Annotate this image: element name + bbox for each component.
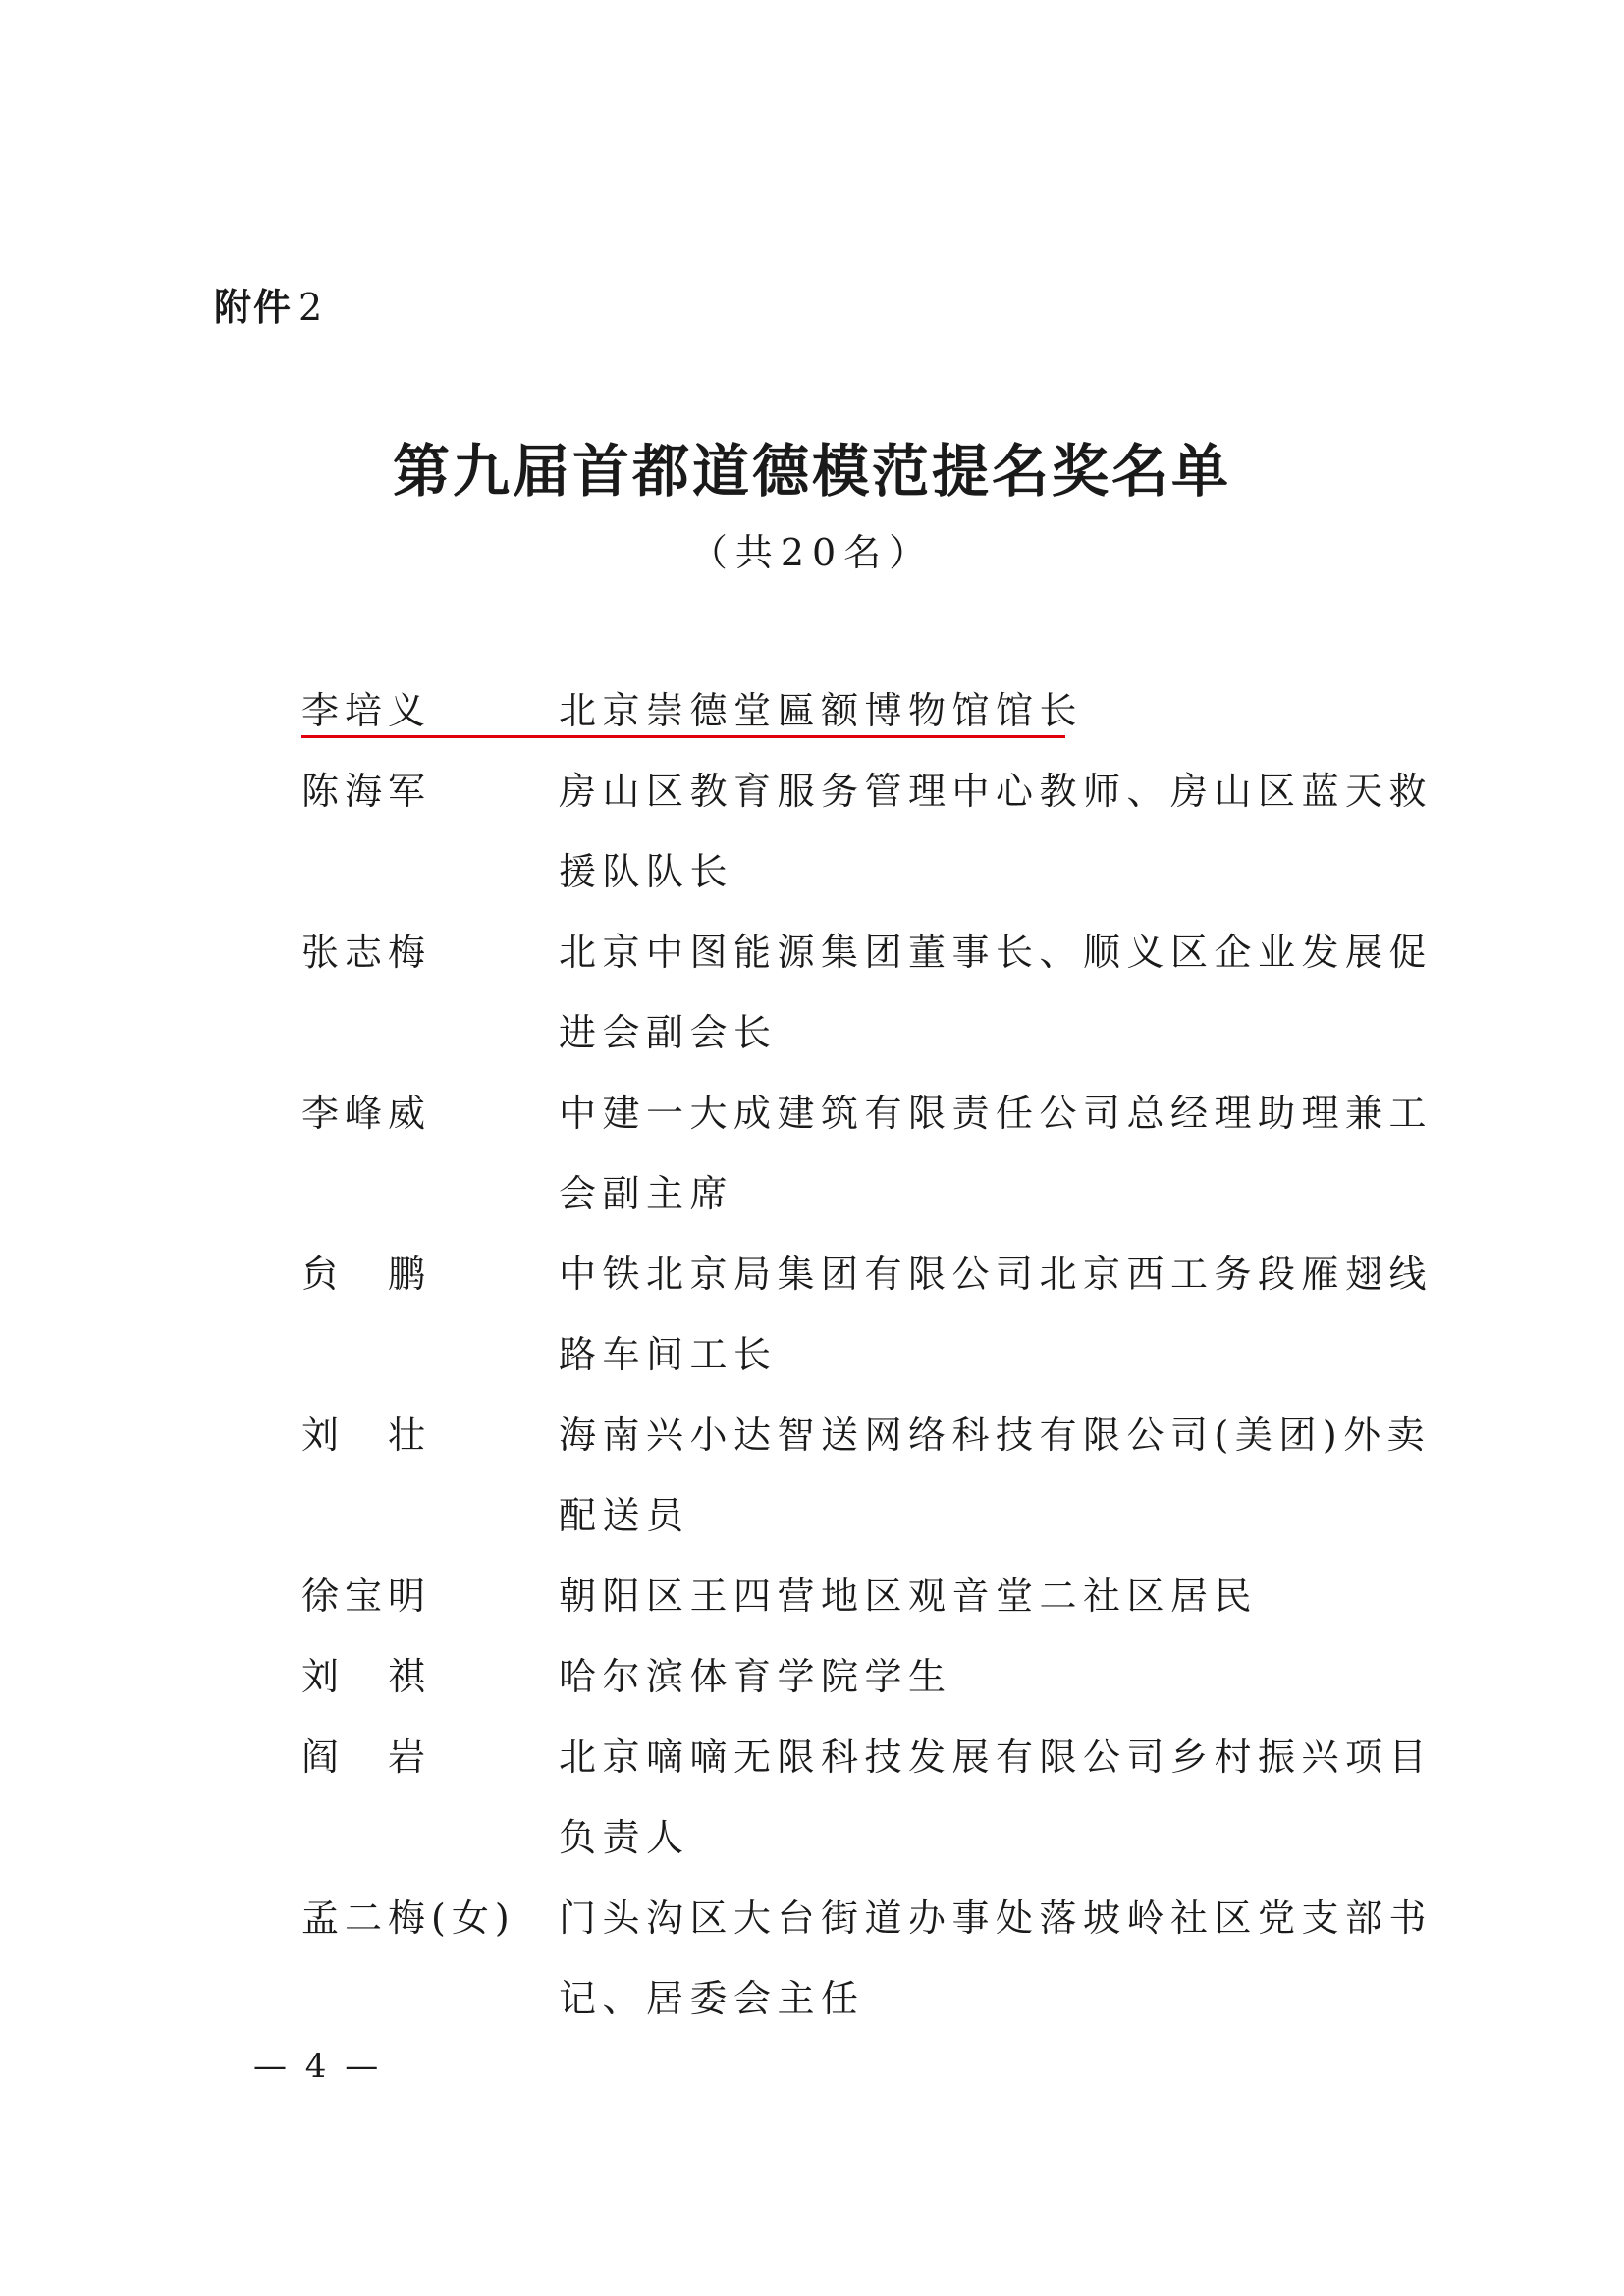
nominee-description — [559, 1234, 1434, 1395]
attachment-number: 2 — [298, 286, 325, 329]
description-line: 门头沟区大台街道办事处落坡岭社区党支部书 — [559, 1896, 1434, 1940]
attachment-label — [214, 280, 324, 335]
nominee-description — [559, 1717, 1434, 1878]
list-item — [301, 670, 1421, 751]
list-item — [301, 1073, 1434, 1234]
list-item — [301, 1395, 1432, 1556]
description-line: 路车间工长 — [559, 1333, 778, 1376]
list-item — [301, 912, 1434, 1073]
nominee-description — [559, 751, 1434, 912]
nominee-name: 陈海军 — [301, 770, 432, 813]
list-item — [301, 1717, 1434, 1878]
nominee-name: 刘 壮 — [301, 1414, 432, 1457]
nominee-name: 刘 祺 — [301, 1655, 432, 1698]
list-item — [301, 751, 1434, 912]
description-line: 负责人 — [559, 1816, 690, 1859]
red-underline — [301, 735, 1065, 738]
description-line: 援队队长 — [559, 850, 734, 893]
description-line: 中铁北京局集团有限公司北京西工务段雁翅线 — [559, 1253, 1434, 1296]
description-line: 北京嘀嘀无限科技发展有限公司乡村振兴项目 — [559, 1735, 1434, 1779]
document-subtitle: （共20名） — [689, 531, 935, 574]
nominee-name: 张志梅 — [301, 931, 432, 974]
description-line: 记、居委会主任 — [559, 1977, 865, 2020]
nominee-name: 李峰威 — [301, 1092, 432, 1135]
description-line: 配送员 — [559, 1494, 690, 1537]
nominee-description — [559, 912, 1434, 1073]
description-line: 北京中图能源集团董事长、顺义区企业发展促 — [559, 931, 1434, 974]
nominee-description — [559, 1395, 1432, 1556]
nominee-name: 阎 岩 — [301, 1735, 432, 1779]
nominee-description — [559, 1878, 1434, 2039]
nominee-name: 孟二梅(女) — [301, 1896, 515, 1940]
nominee-list — [301, 670, 1434, 2039]
description-line: 房山区教育服务管理中心教师、房山区蓝天救 — [559, 770, 1434, 813]
nominee-description — [559, 1073, 1434, 1234]
list-item — [301, 1234, 1434, 1395]
nominee-description — [559, 1636, 1413, 1717]
description-line: 中建一大成建筑有限责任公司总经理助理兼工 — [559, 1092, 1434, 1135]
description-line: 会副主席 — [559, 1172, 734, 1215]
nominee-name: 李培义 — [301, 689, 432, 732]
page-number: — 4 — — [253, 2047, 383, 2086]
nominee-description — [559, 670, 1413, 751]
description-line: 朝阳区王四营地区观音堂二社区居民 — [559, 1575, 1259, 1618]
description-line: 进会副会长 — [559, 1011, 778, 1054]
nominee-description — [559, 1556, 1413, 1636]
nominee-name: 徐宝明 — [301, 1575, 432, 1618]
list-item — [301, 1878, 1434, 2039]
description-line: 北京崇德堂匾额博物馆馆长 — [559, 689, 1084, 732]
document-title: 第九届首都道德模范提名奖名单 — [392, 438, 1231, 505]
list-item — [301, 1556, 1421, 1636]
list-item — [301, 1636, 1421, 1717]
description-line: 海南兴小达智送网络科技有限公司(美团)外卖 — [559, 1414, 1432, 1457]
nominee-name: 贠 鹏 — [301, 1253, 432, 1296]
description-line: 哈尔滨体育学院学生 — [559, 1655, 952, 1698]
attachment-text: 附件 — [214, 286, 294, 329]
